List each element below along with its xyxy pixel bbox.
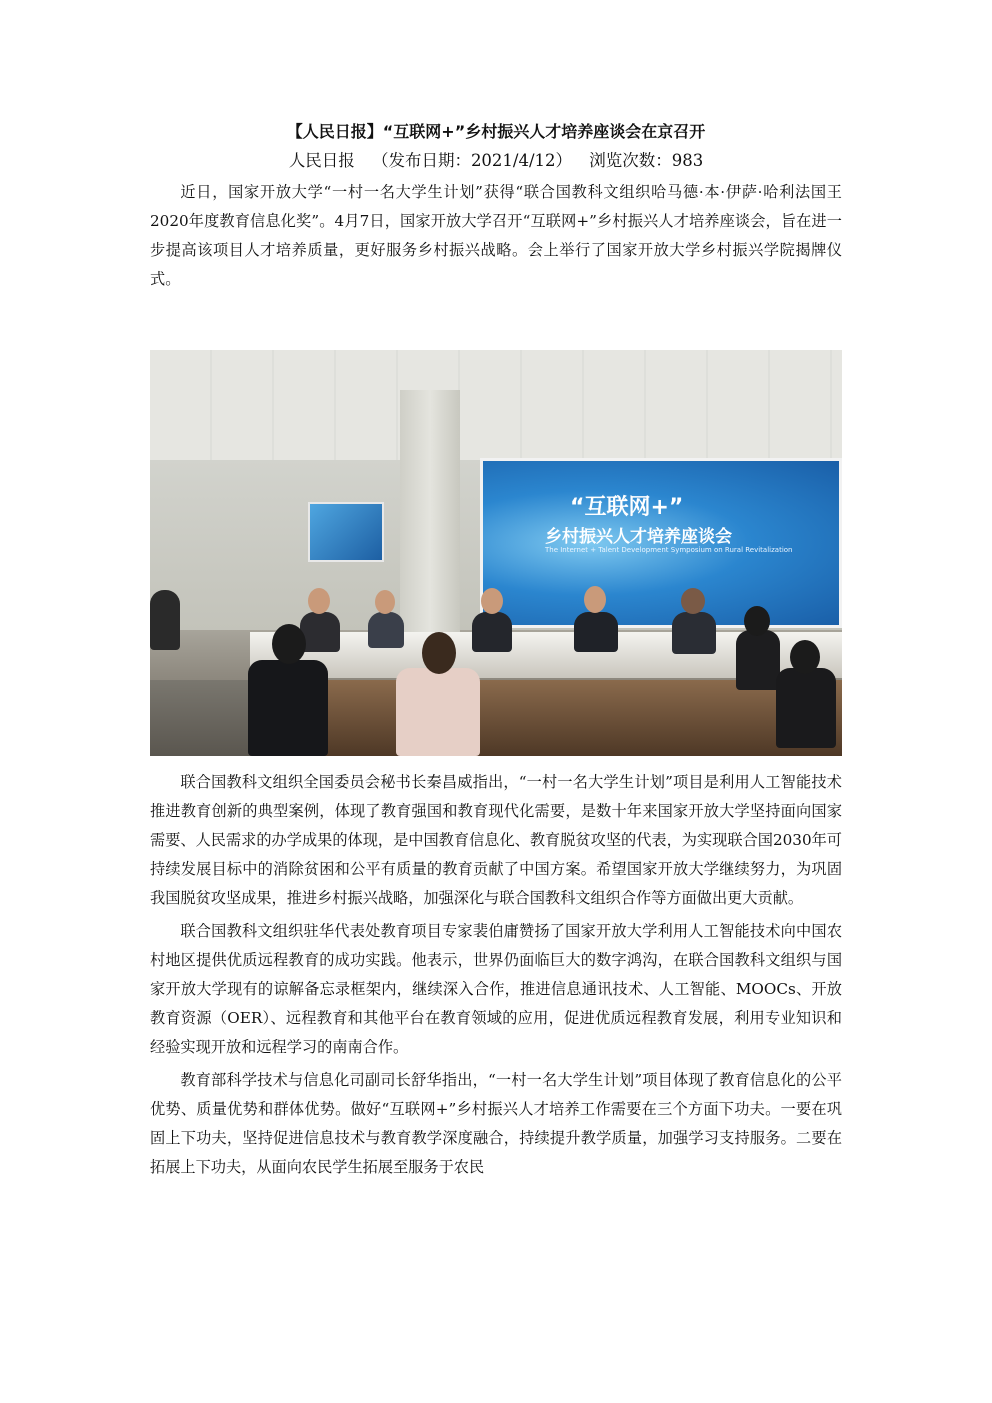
screen-english: The Internet + Talent Development Symposium on Rural Revitalization: [545, 546, 793, 554]
attendee: [396, 668, 480, 756]
attendee: [300, 612, 340, 652]
attendee: [776, 668, 836, 748]
publish-date: （发布日期：2021/4/12）: [371, 151, 573, 170]
meeting-photo: [150, 350, 842, 756]
attendee: [736, 630, 780, 690]
attendee: [368, 612, 404, 648]
attendee-head: [584, 586, 606, 613]
attendee-head: [744, 606, 770, 636]
side-screen: [308, 502, 384, 562]
article: [150, 120, 842, 1182]
screen-subtitle: 乡村振兴人才培养座谈会: [545, 527, 732, 547]
screen-title: “互联网+”: [570, 495, 684, 520]
attendee-head: [481, 588, 503, 614]
attendee: [472, 612, 512, 652]
paragraph-3: 联合国教科文组织驻华代表处教育项目专家裴伯庸赞扬了国家开放大学利用人工智能技术向中国农村地区提供优质远程教育的成功实践。他表示，世界仍面临巨大的数字鸿沟，在联合国教科文组织与国家开放大学现有的谅解备忘录框架内，继续深入合作，推进信息通讯技术、人工智能、MOOCs、开放教育资源（OER）、远程教育和其他平台在教育领域的应用，促进优质远程教育发展，利用专业知识和经验实现开放和远程学习的南南合作。: [150, 922, 842, 1056]
attendee: [248, 660, 328, 756]
attendee-head: [375, 590, 395, 614]
article-source: 人民日报: [288, 151, 355, 170]
article-title: 【人民日报】“互联网+”乡村振兴人才培养座谈会在京召开: [286, 122, 706, 141]
attendee-head: [790, 640, 820, 674]
paragraph-2: 联合国教科文组织全国委员会秘书长秦昌威指出，“一村一名大学生计划”项目是利用人工智能技术推进教育创新的典型案例，体现了教育强国和教育现代化需要，是数十年来国家开放大学坚持面向国家需要、人民需求的办学成果的体现，是中国教育信息化、教育脱贫攻坚的代表，为实现联合国2030年可持续发展目标中的消除贫困和公平有质量的教育贡献了中国方案。希望国家开放大学继续努力，为巩固我国脱贫攻坚成果，推进乡村振兴战略，加强深化与联合国教科文组织合作等方面做出更大贡献。: [150, 773, 842, 907]
article-meta: [150, 146, 842, 176]
attendee-head: [681, 588, 705, 614]
attendee-head: [422, 632, 456, 674]
view-count: 浏览次数：983: [589, 151, 704, 170]
conference-table-front: [290, 680, 842, 756]
photo-pillar: [400, 390, 460, 650]
attendee-head: [272, 624, 306, 664]
paragraph-1: 近日，国家开放大学“一村一名大学生计划”获得“联合国教科文组织哈马德·本·伊萨·哈利法国王2020年度教育信息化奖”。4月7日，国家开放大学召开“互联网+”乡村振兴人才培养座谈会，旨在进一步提高该项目人才培养质量，更好服务乡村振兴战略。会上举行了国家开放大学乡村振兴学院揭牌仪式。: [150, 183, 842, 288]
attendee: [574, 612, 618, 652]
camera-operator: [150, 590, 180, 650]
photo-ceiling: [150, 350, 842, 460]
attendee-head: [308, 588, 330, 614]
attendee: [672, 612, 716, 654]
paragraph-4: 教育部科学技术与信息化司副司长舒华指出，“一村一名大学生计划”项目体现了教育信息化的公平优势、质量优势和群体优势。做好“互联网+”乡村振兴人才培养工作需要在三个方面下功夫。一要在巩固上下功夫，坚持促进信息技术与教育教学深度融合，持续提升教学质量，加强学习支持服务。二要在拓展上下功夫，从面向农民学生拓展至服务于农民: [150, 1071, 842, 1176]
